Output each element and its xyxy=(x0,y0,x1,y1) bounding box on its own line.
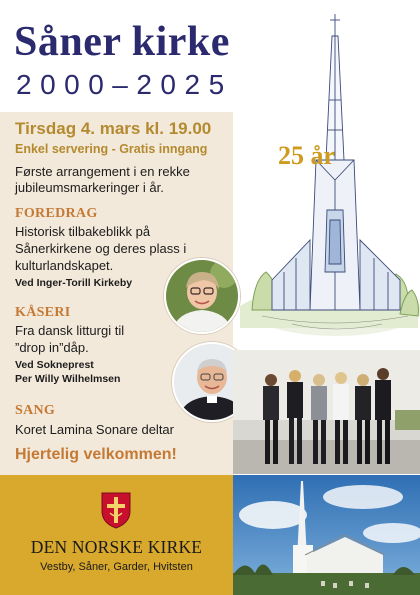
church-organization-name: DEN NORSKE KIRKE xyxy=(30,537,203,557)
church-sketch-illustration xyxy=(232,10,420,350)
credit-line: Per Willy Wilhelmsen xyxy=(15,373,121,385)
parish-list: Vestby, Såner, Garder, Hvitsten xyxy=(40,561,193,573)
speaker-portrait-inger-torill xyxy=(164,258,240,334)
church-cross-crest-icon xyxy=(100,491,132,529)
event-subtitle: Enkel servering - Gratis inngang xyxy=(15,142,208,156)
event-date: Tirsdag 4. mars kl. 19.00 xyxy=(15,119,212,138)
body-line: Sånerkirkene og deres plass i xyxy=(15,241,187,256)
credit-foredrag: Ved Inger-Torill Kirkeby xyxy=(15,277,133,289)
intro-text: Første arrangement i en rekke jubileumsmarkeringer i år. xyxy=(15,164,190,195)
section-title-foredrag: FOREDRAG xyxy=(15,206,98,221)
body-line: Historisk tilbakeblikk på xyxy=(15,224,151,239)
body-line: kulturlandskapet. xyxy=(15,258,114,273)
credit-line: Ved Sokneprest xyxy=(15,359,94,371)
anniversary-badge: 25 år xyxy=(278,141,336,170)
section-body-sang: Koret Lamina Sonare deltar xyxy=(15,422,174,437)
section-title-kaseri: KÅSERI xyxy=(15,305,71,320)
section-body-kaseri xyxy=(15,322,124,356)
page-title: Såner kirke xyxy=(14,19,230,65)
body-line: ”drop in”dåp. xyxy=(15,340,89,355)
section-body-foredrag xyxy=(15,223,186,274)
body-line: Fra dansk litturgi til xyxy=(15,323,125,338)
anniversary-years: 2000–2025 xyxy=(16,69,233,100)
credit-kaseri xyxy=(15,358,120,386)
church-photo xyxy=(233,475,420,595)
choir-photo xyxy=(233,350,420,474)
section-title-sang: SANG xyxy=(15,403,56,418)
welcome-text: Hjertelig velkommen! xyxy=(15,446,177,463)
